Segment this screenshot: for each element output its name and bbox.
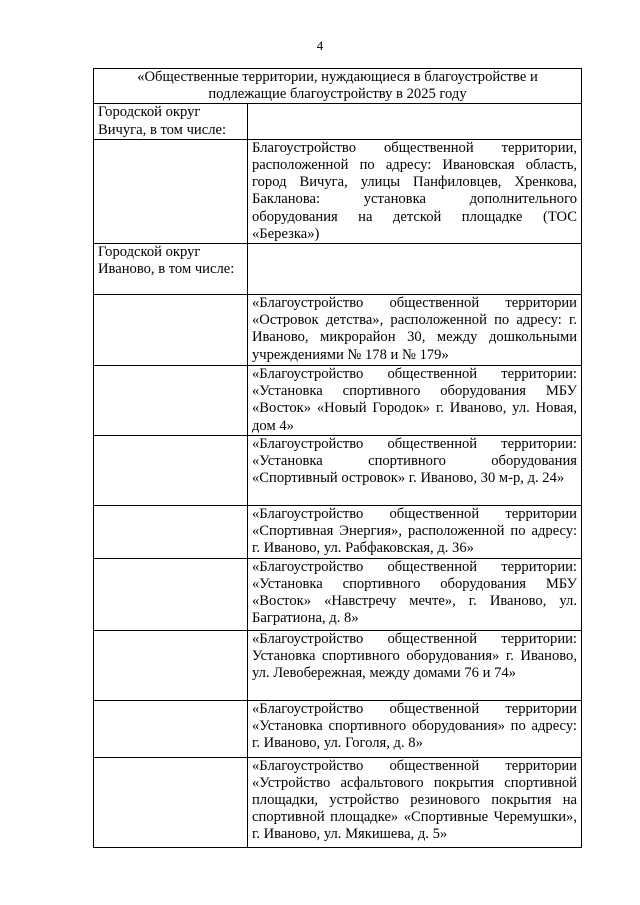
table-row <box>94 436 582 506</box>
item-cell: «Благоустройство общественной территории: «Установка спортивного оборудования МБУ «Восток» «Навстречу мечте», г. Иваново, ул. Багратиона, д. 8» <box>248 558 582 630</box>
item-cell: «Благоустройство общественной территории: Установка спортивного оборудования» г. Иваново, ул. Левобережная, между домами 76 и 74» <box>248 630 582 700</box>
district-cell <box>94 295 248 366</box>
item-cell: «Благоустройство общественной территории «Установка спортивного оборудования» по адресу: г. Иваново, ул. Гоголя, д. 8» <box>248 700 582 757</box>
district-cell: Городской округ Иваново, в том числе: <box>94 244 248 295</box>
table-row <box>94 700 582 757</box>
district-cell <box>94 366 248 436</box>
table-row <box>94 757 582 847</box>
district-cell <box>94 757 248 847</box>
table-row <box>94 366 582 436</box>
table-row <box>94 104 582 139</box>
table-row <box>94 630 582 700</box>
table-heading: «Общественные территории, нуждающиеся в благоустройстве и подлежащие благоустройству в 2025 году <box>94 69 582 104</box>
district-cell <box>94 139 248 243</box>
item-cell: Благоустройство общественной территории, расположенной по адресу: Ивановская область, город Вичуга, улицы Панфиловцев, Хренкова, Бакланова: установка дополнительного оборудования на детской площадке (ТОС «Березка») <box>248 139 582 243</box>
district-cell <box>94 506 248 559</box>
item-cell: «Благоустройство общественной территории «Островок детства», расположенной по адресу: г. Иваново, микрорайон 30, между дошкольными учреждениями № 178 и № 179» <box>248 295 582 366</box>
item-cell: «Благоустройство общественной территории «Устройство асфальтового покрытия спортивной площадки, устройство резинового покрытия на спортивной площадке» «Спортивные Черемушки», г. Иваново, ул. Мякишева, д. 5» <box>248 757 582 847</box>
table-row <box>94 558 582 630</box>
table-row <box>94 295 582 366</box>
district-cell <box>94 558 248 630</box>
table-row <box>94 244 582 295</box>
district-cell <box>94 436 248 506</box>
table-row <box>94 139 582 243</box>
item-cell <box>248 104 582 139</box>
district-cell: Городской округ Вичуга, в том числе: <box>94 104 248 139</box>
page-number: 4 <box>316 38 324 53</box>
item-cell: «Благоустройство общественной территории: «Установка спортивного оборудования «Спортивный островок» г. Иваново, 30 м-р, д. 24» <box>248 436 582 506</box>
table-heading-row <box>94 69 582 104</box>
territories-table <box>93 68 582 848</box>
district-cell <box>94 630 248 700</box>
district-cell <box>94 700 248 757</box>
table-row <box>94 506 582 559</box>
item-cell: «Благоустройство общественной территории «Спортивная Энергия», расположенной по адресу: г. Иваново, ул. Рабфаковская, д. 36» <box>248 506 582 559</box>
item-cell <box>248 244 582 295</box>
item-cell: «Благоустройство общественной территории: «Установка спортивного оборудования МБУ «Восток» «Новый Городок» г. Иваново, ул. Новая, дом 4» <box>248 366 582 436</box>
